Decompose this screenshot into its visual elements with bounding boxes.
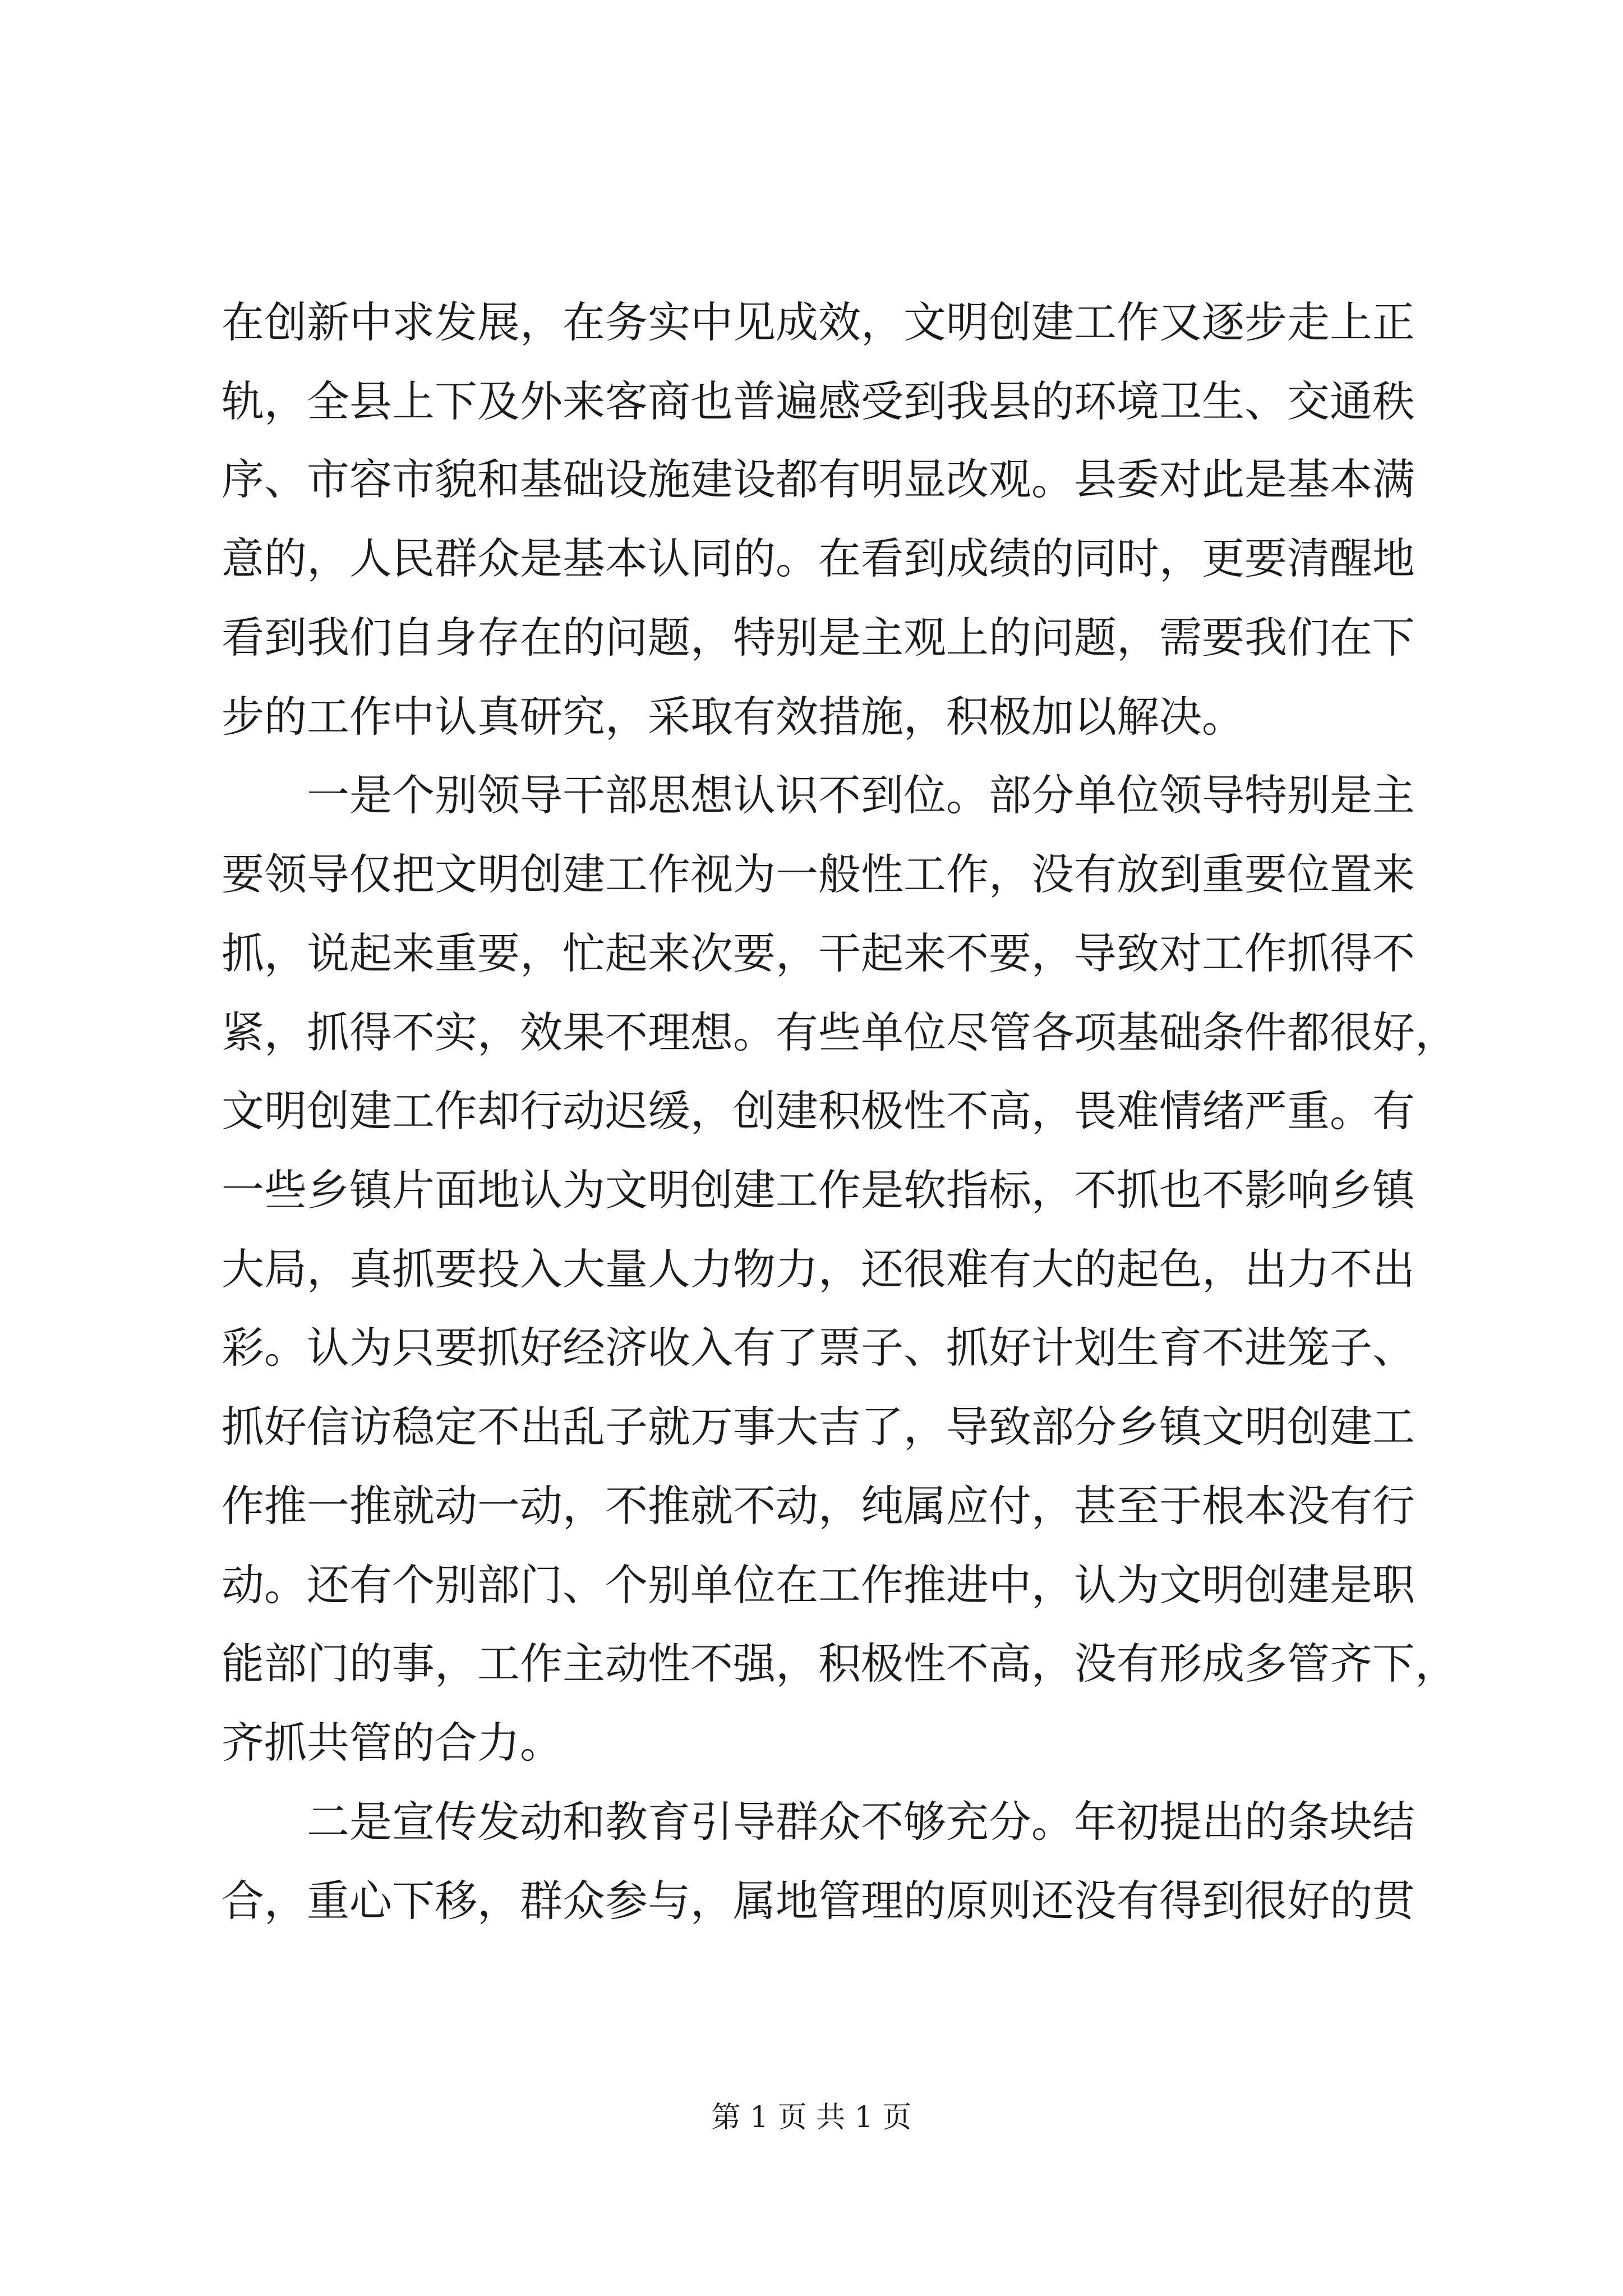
text-line-3: 序、市容市貌和基础设施建设都有明显改观。县委对此是基本满 bbox=[222, 454, 1415, 504]
paragraph-2-line-1: 二是宣传发动和教育引导群众不够充分。年初提出的条块结 bbox=[307, 1797, 1415, 1847]
text-line-6: 步的工作中认真研究，采取有效措施，积极加以解决。 bbox=[222, 692, 1244, 742]
text-line-4: 意的，人民群众是基本认同的。在看到成绩的同时，更要清醒地 bbox=[222, 533, 1415, 583]
text-line-5: 看到我们自身存在的问题，特别是主观上的问题，需要我们在下 bbox=[222, 613, 1415, 662]
text-line-9: 抓，说起来重要，忙起来次要，干起来不要，导致对工作抓得不 bbox=[222, 928, 1415, 978]
text-line-2: 轨，全县上下及外来客商也普遍感受到我县的环境卫生、交通秩 bbox=[222, 376, 1415, 426]
paragraph-1-line-1: 一是个别领导干部思想认识不到位。部分单位领导特别是主 bbox=[307, 770, 1415, 820]
text-line-17: 动。还有个别部门、个别单位在工作推进中，认为文明创建是职 bbox=[222, 1560, 1415, 1610]
page-footer: 第 1 页 共 1 页 bbox=[711, 2101, 912, 2134]
text-line-11: 文明创建工作却行动迟缓，创建积极性不高，畏难情绪严重。有 bbox=[222, 1086, 1415, 1136]
text-line-14: 彩。认为只要抓好经济收入有了票子、抓好计划生育不进笼子、 bbox=[222, 1323, 1415, 1373]
text-line-10: 紧，抓得不实，效果不理想。有些单位尽管各项基础条件都很好， bbox=[222, 1007, 1458, 1057]
text-line-15: 抓好信访稳定不出乱子就万事大吉了，导致部分乡镇文明创建工 bbox=[222, 1402, 1415, 1452]
text-line-16: 作推一推就动一动，不推就不动，纯属应付，甚至于根本没有行 bbox=[222, 1481, 1415, 1531]
text-line-19: 齐抓共管的合力。 bbox=[222, 1718, 562, 1768]
text-line-21: 合，重心下移，群众参与，属地管理的原则还没有得到很好的贯 bbox=[222, 1876, 1415, 1926]
text-line-13: 大局，真抓要投入大量人力物力，还很难有大的起色，出力不出 bbox=[222, 1244, 1415, 1294]
text-line-8: 要领导仅把文明创建工作视为一般性工作，没有放到重要位置来 bbox=[222, 849, 1415, 899]
text-line-18: 能部门的事，工作主动性不强，积极性不高，没有形成多管齐下， bbox=[222, 1639, 1458, 1688]
text-line-12: 一些乡镇片面地认为文明创建工作是软指标，不抓也不影响乡镇 bbox=[222, 1165, 1415, 1215]
text-line-1: 在创新中求发展，在务实中见成效，文明创建工作又逐步走上正 bbox=[222, 297, 1415, 347]
